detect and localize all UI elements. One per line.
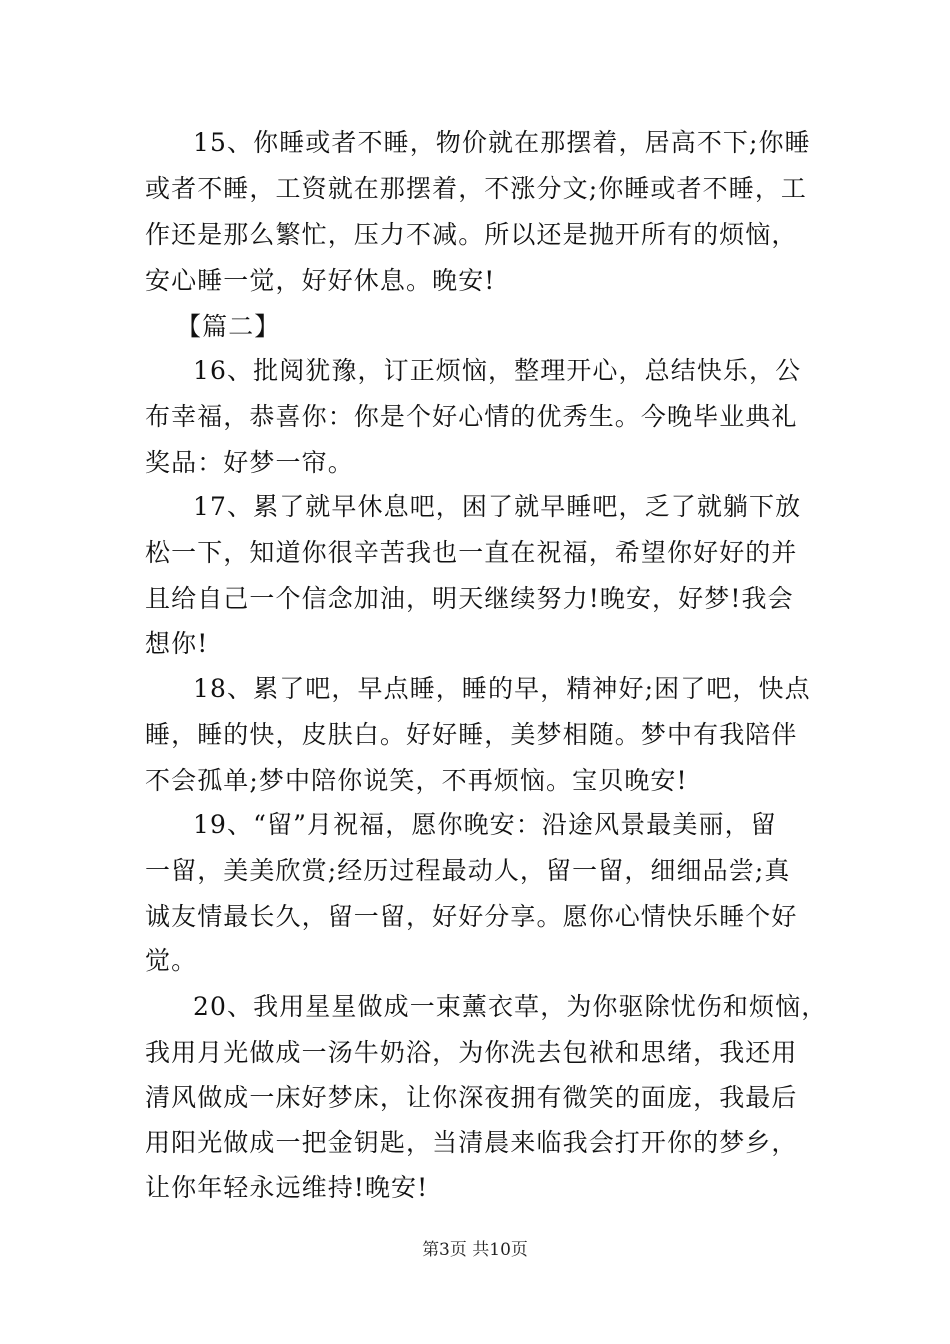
text-line: 用阳光做成一把金钥匙，当清晨来临我会打开你的梦乡， [145,1128,798,1157]
text-line: 17、累了就早休息吧，困了就早睡吧，乏了就躺下放 [193,492,802,521]
text-line: 一留，美美欣赏;经历过程最动人，留一留，细细品尝;真 [145,856,791,885]
text-line: 且给自己一个信念加油，明天继续努力!晚安，好梦!我会 [145,584,794,613]
text-line: 或者不睡，工资就在那摆着，不涨分文;你睡或者不睡，工 [145,174,808,203]
text-line: 松一下，知道你很辛苦我也一直在祝福，希望你好好的并 [145,538,798,567]
text-line: 不会孤单;梦中陪你说笑，不再烦恼。宝贝晚安! [145,766,688,795]
text-line: 我用月光做成一汤牛奶浴，为你洗去包袱和思绪，我还用 [145,1038,798,1067]
text-line: 18、累了吧，早点睡，睡的早，精神好;困了吧，快点 [193,674,811,703]
page-number-footer: 第3页 共10页 [422,1240,528,1260]
text-line: 觉。 [145,946,198,975]
text-line: 20、我用星星做成一束薰衣草，为你驱除忧伤和烦恼， [193,992,828,1021]
text-line: 布幸福，恭喜你：你是个好心情的优秀生。今晚毕业典礼 [145,402,798,431]
text-line: 19、“留”月祝福，愿你晚安：沿途风景最美丽，留 [193,810,777,839]
section-heading: 【篇二】 [176,312,281,341]
text-line: 奖品：好梦一帘。 [145,448,354,477]
text-line: 安心睡一觉，好好休息。晚安! [145,266,496,295]
text-line: 想你! [145,629,209,658]
text-line: 睡，睡的快，皮肤白。好好睡，美梦相随。梦中有我陪伴 [145,720,798,749]
text-line: 16、批阅犹豫，订正烦恼，整理开心，总结快乐，公 [193,356,802,385]
text-line: 诚友情最长久，留一留，好好分享。愿你心情快乐睡个好 [145,902,798,931]
text-line: 作还是那么繁忙，压力不减。所以还是抛开所有的烦恼， [145,220,798,249]
text-line: 15、你睡或者不睡，物价就在那摆着，居高不下;你睡 [193,128,811,157]
text-line: 清风做成一床好梦床，让你深夜拥有微笑的面庞，我最后 [145,1083,798,1112]
text-line: 让你年轻永远维持!晚安! [145,1173,429,1202]
